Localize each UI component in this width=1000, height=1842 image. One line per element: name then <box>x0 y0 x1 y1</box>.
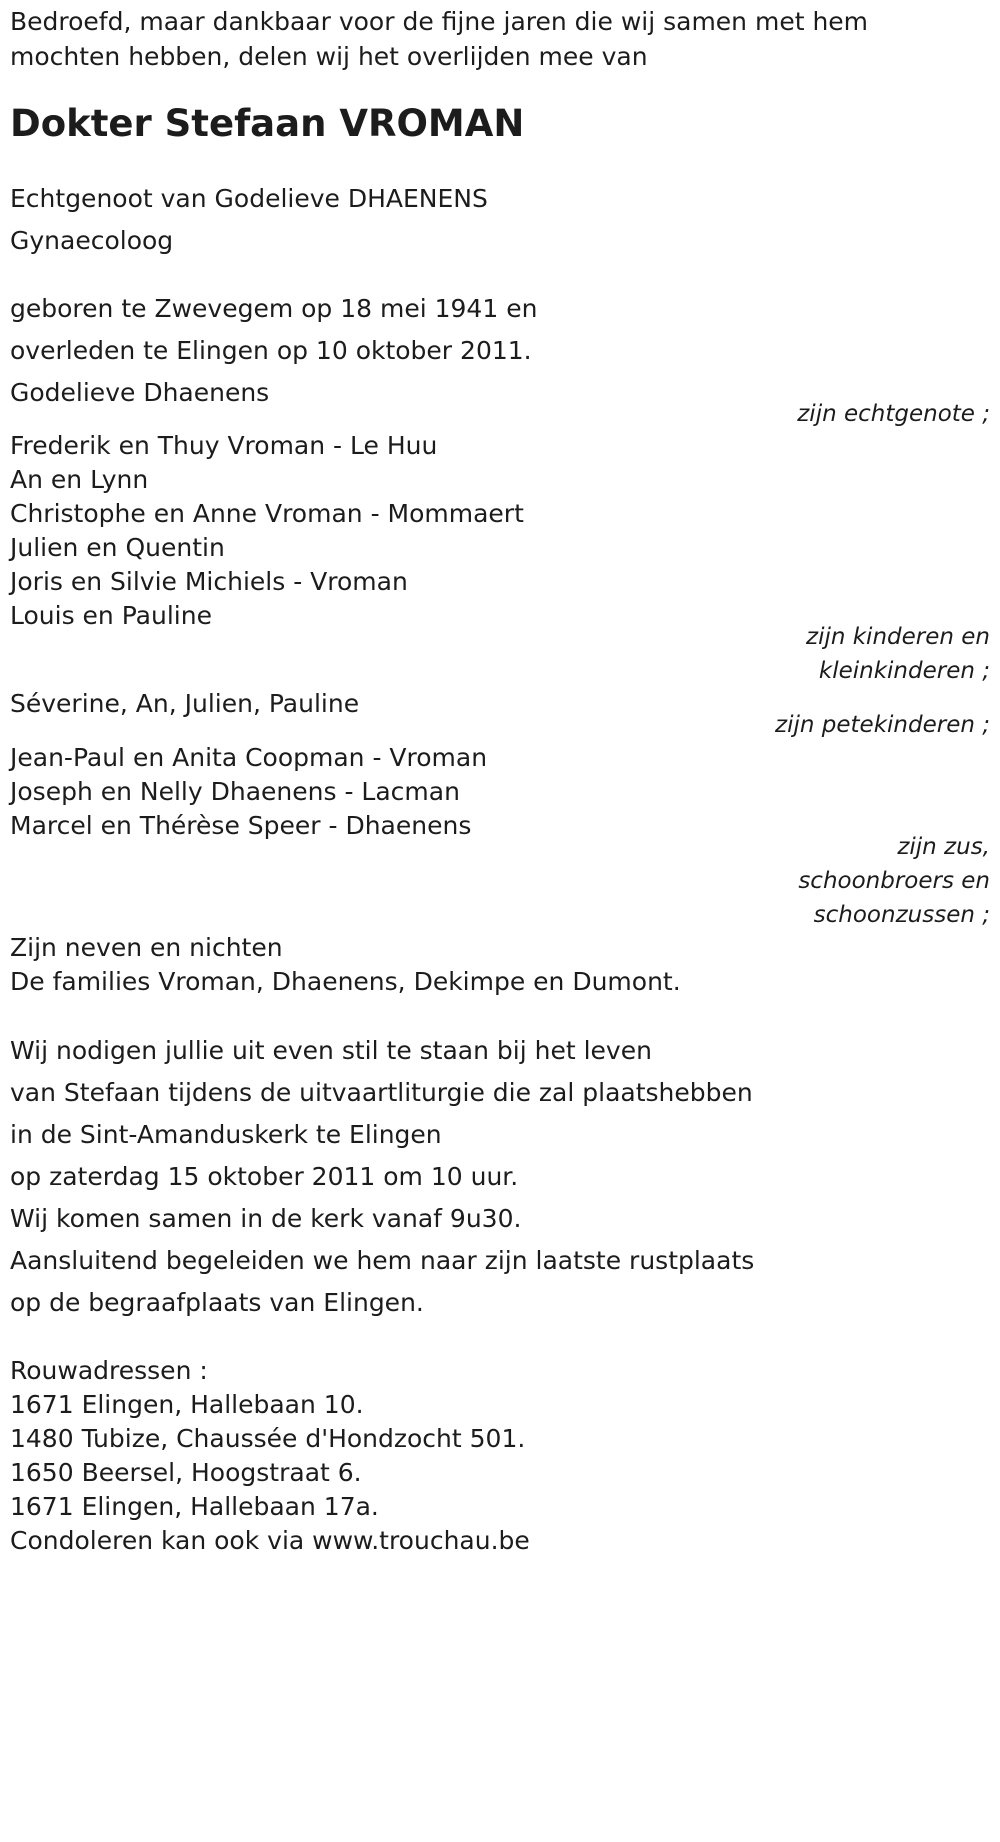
spouse-relation: zijn echtgenote ; <box>797 401 990 427</box>
list-item: Christophe en Anne Vroman - Mommaert <box>10 499 524 528</box>
list-item: Marcel en Thérèse Speer - Dhaenens <box>10 811 472 840</box>
ceremony-line: op de begraafplaats van Elingen. <box>10 1288 424 1317</box>
list-item: An en Lynn <box>10 465 149 494</box>
siblings-relation-1: zijn zus, <box>897 834 990 860</box>
address-line: 1650 Beersel, Hoogstraat 6. <box>10 1458 362 1487</box>
spouse-line: Echtgenoot van Godelieve DHAENENS <box>10 184 488 213</box>
address-line: 1671 Elingen, Hallebaan 10. <box>10 1390 364 1419</box>
ceremony-line: Wij nodigen jullie uit even stil te staan bij het leven <box>10 1036 652 1065</box>
intro-line-2: mochten hebben, delen wij het overlijden mee van <box>10 42 648 71</box>
ceremony-line: op zaterdag 15 oktober 2011 om 10 uur. <box>10 1162 519 1191</box>
siblings-relation-2: schoonbroers en <box>798 868 990 894</box>
list-item: Jean-Paul en Anita Coopman - Vroman <box>10 743 488 772</box>
list-item: Joris en Silvie Michiels - Vroman <box>10 567 408 596</box>
birth-line: geboren te Zwevegem op 18 mei 1941 en <box>10 294 538 323</box>
ceremony-line: Wij komen samen in de kerk vanaf 9u30. <box>10 1204 522 1233</box>
profession: Gynaecoloog <box>10 226 174 255</box>
ceremony-line: in de Sint-Amanduskerk te Elingen <box>10 1120 442 1149</box>
godchildren-relation: zijn petekinderen ; <box>775 712 990 738</box>
spouse-name: Godelieve Dhaenens <box>10 378 270 407</box>
list-item: Louis en Pauline <box>10 601 212 630</box>
condolence-line: Condoleren kan ook via www.trouchau.be <box>10 1526 530 1555</box>
extended-family-1: Zijn neven en nichten <box>10 933 283 962</box>
siblings-relation-3: schoonzussen ; <box>813 902 990 928</box>
ceremony-line: Aansluitend begeleiden we hem naar zijn laatste rustplaats <box>10 1246 755 1275</box>
addresses-heading: Rouwadressen : <box>10 1356 208 1385</box>
list-item: Julien en Quentin <box>10 533 225 562</box>
list-item: Joseph en Nelly Dhaenens - Lacman <box>10 777 460 806</box>
godchildren-names: Séverine, An, Julien, Pauline <box>10 689 360 718</box>
address-line: 1671 Elingen, Hallebaan 17a. <box>10 1492 379 1521</box>
ceremony-line: van Stefaan tijdens de uitvaartliturgie die zal plaatshebben <box>10 1078 753 1107</box>
deceased-name: Dokter Stefaan VROMAN <box>10 102 525 145</box>
list-item: Frederik en Thuy Vroman - Le Huu <box>10 431 438 460</box>
death-line: overleden te Elingen op 10 oktober 2011. <box>10 336 532 365</box>
extended-family-2: De families Vroman, Dhaenens, Dekimpe en Dumont. <box>10 967 681 996</box>
children-relation-1: zijn kinderen en <box>806 624 990 650</box>
intro-line-1: Bedroefd, maar dankbaar voor de fijne jaren die wij samen met hem <box>10 7 869 36</box>
children-relation-2: kleinkinderen ; <box>818 658 990 684</box>
address-line: 1480 Tubize, Chaussée d'Hondzocht 501. <box>10 1424 526 1453</box>
